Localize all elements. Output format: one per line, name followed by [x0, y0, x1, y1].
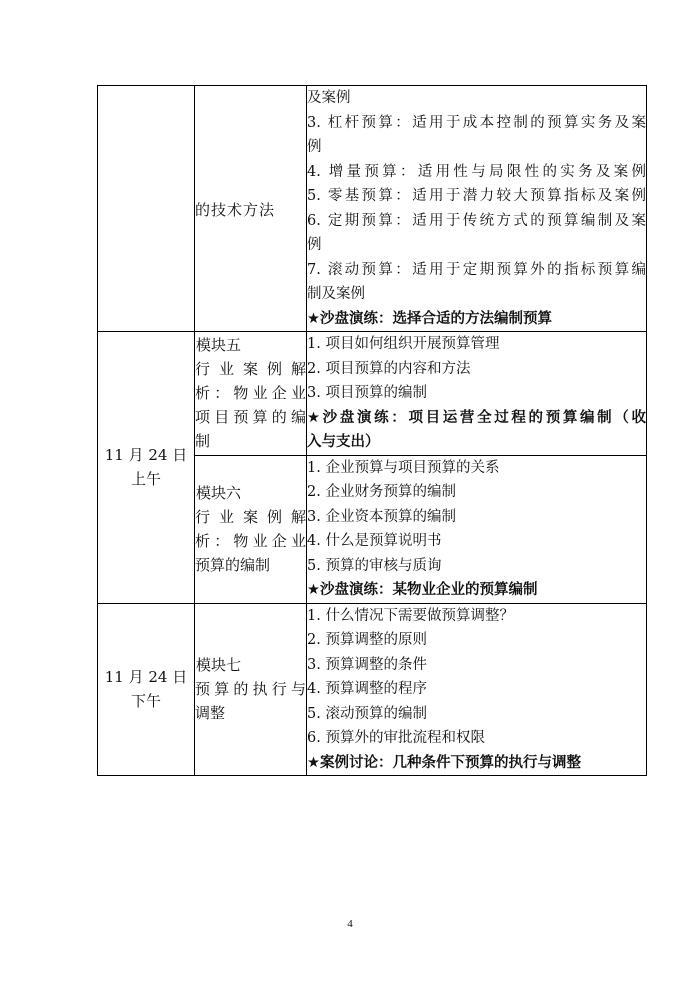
list-item: 2. 企业财务预算的编制 — [307, 484, 456, 500]
module-line: 预算的执行与 — [195, 680, 306, 699]
date-cell — [98, 86, 195, 332]
list-item: 3. 企业资本预算的编制 — [307, 508, 456, 525]
module-cell — [195, 332, 307, 456]
list-item: 4. 预算调整的程序 — [307, 681, 427, 697]
list-item: 1. 项目如何组织开展预算管理 — [307, 336, 500, 352]
exercise-highlight: 入与支出） — [307, 434, 380, 450]
page-number: 4 — [347, 918, 353, 930]
list-item: 及案例 — [307, 90, 351, 106]
list-item: 1. 企业预算与项目预算的关系 — [307, 459, 500, 476]
session-date: 11 月 24 日 — [104, 446, 188, 465]
module-line: 析：物业企业 — [195, 384, 306, 403]
list-item: 6. 预算外的审批流程和权限 — [307, 730, 485, 746]
module-title: 模块六 — [196, 484, 242, 502]
module-cell — [195, 86, 307, 332]
content-cell — [307, 86, 647, 332]
list-item: 5. 零基预算：适用于潜力较大预算指标及案例 — [307, 188, 646, 204]
session-date: 11 月 24 日 — [104, 668, 188, 687]
module-line: 的技术方法 — [195, 201, 276, 219]
table-row — [98, 332, 647, 456]
exercise-highlight: ★案例讨论：几种条件下预算的执行与调整 — [307, 754, 581, 771]
session-time: 上午 — [130, 470, 161, 489]
content-cell — [307, 603, 647, 776]
module-cell — [195, 603, 307, 776]
list-item: 4. 增量预算：适用性与局限性的实务及案例 — [307, 163, 646, 180]
module-cell — [195, 455, 307, 603]
exercise-highlight: ★沙盘演练：选择合适的方法编制预算 — [307, 310, 552, 327]
list-item: 制及案例 — [307, 286, 365, 302]
list-item: 例 — [307, 139, 322, 155]
module-title: 模块五 — [196, 336, 242, 355]
list-item: 7. 滚动预算：适用于定期预算外的指标预算编 — [307, 261, 646, 278]
list-item: 5. 滚动预算的编制 — [307, 705, 427, 722]
date-cell — [98, 332, 195, 604]
module-title: 模块七 — [196, 656, 242, 675]
list-item: 4. 什么是预算说明书 — [307, 533, 442, 549]
exercise-highlight: ★沙盘演练：项目运营全过程的预算编制（收 — [307, 409, 646, 426]
table-row — [98, 603, 647, 776]
module-line: 预算的编制 — [195, 556, 271, 574]
list-item: 5. 预算的审核与质询 — [307, 557, 442, 574]
module-line: 制 — [195, 432, 211, 451]
module-line: 行业案例解 — [195, 508, 306, 526]
session-time: 下午 — [130, 692, 161, 711]
list-item: 1. 什么情况下需要做预算调整？ — [307, 607, 514, 624]
list-item: 3. 杠杆预算：适用于成本控制的预算实务及案 — [307, 114, 646, 131]
list-item: 2. 项目预算的内容和方法 — [307, 360, 471, 377]
list-item: 3. 预算调整的条件 — [307, 656, 427, 673]
module-line: 项目预算的编 — [195, 408, 306, 427]
list-item: 2. 预算调整的原则 — [307, 632, 427, 648]
list-item: 例 — [307, 237, 322, 253]
list-item: 6. 定期预算：适用于传统方式的预算编制及案 — [307, 212, 646, 229]
module-line: 行业案例解 — [195, 360, 306, 379]
date-cell — [98, 603, 195, 776]
content-cell — [307, 332, 647, 456]
content-cell — [307, 455, 647, 603]
table-row — [98, 86, 647, 332]
list-item: 3. 项目预算的编制 — [307, 385, 427, 401]
module-line: 析：物业企业 — [195, 532, 306, 550]
module-line: 调整 — [195, 704, 226, 723]
training-schedule-table — [97, 85, 647, 776]
exercise-highlight: ★沙盘演练：某物业企业的预算编制 — [307, 582, 538, 598]
